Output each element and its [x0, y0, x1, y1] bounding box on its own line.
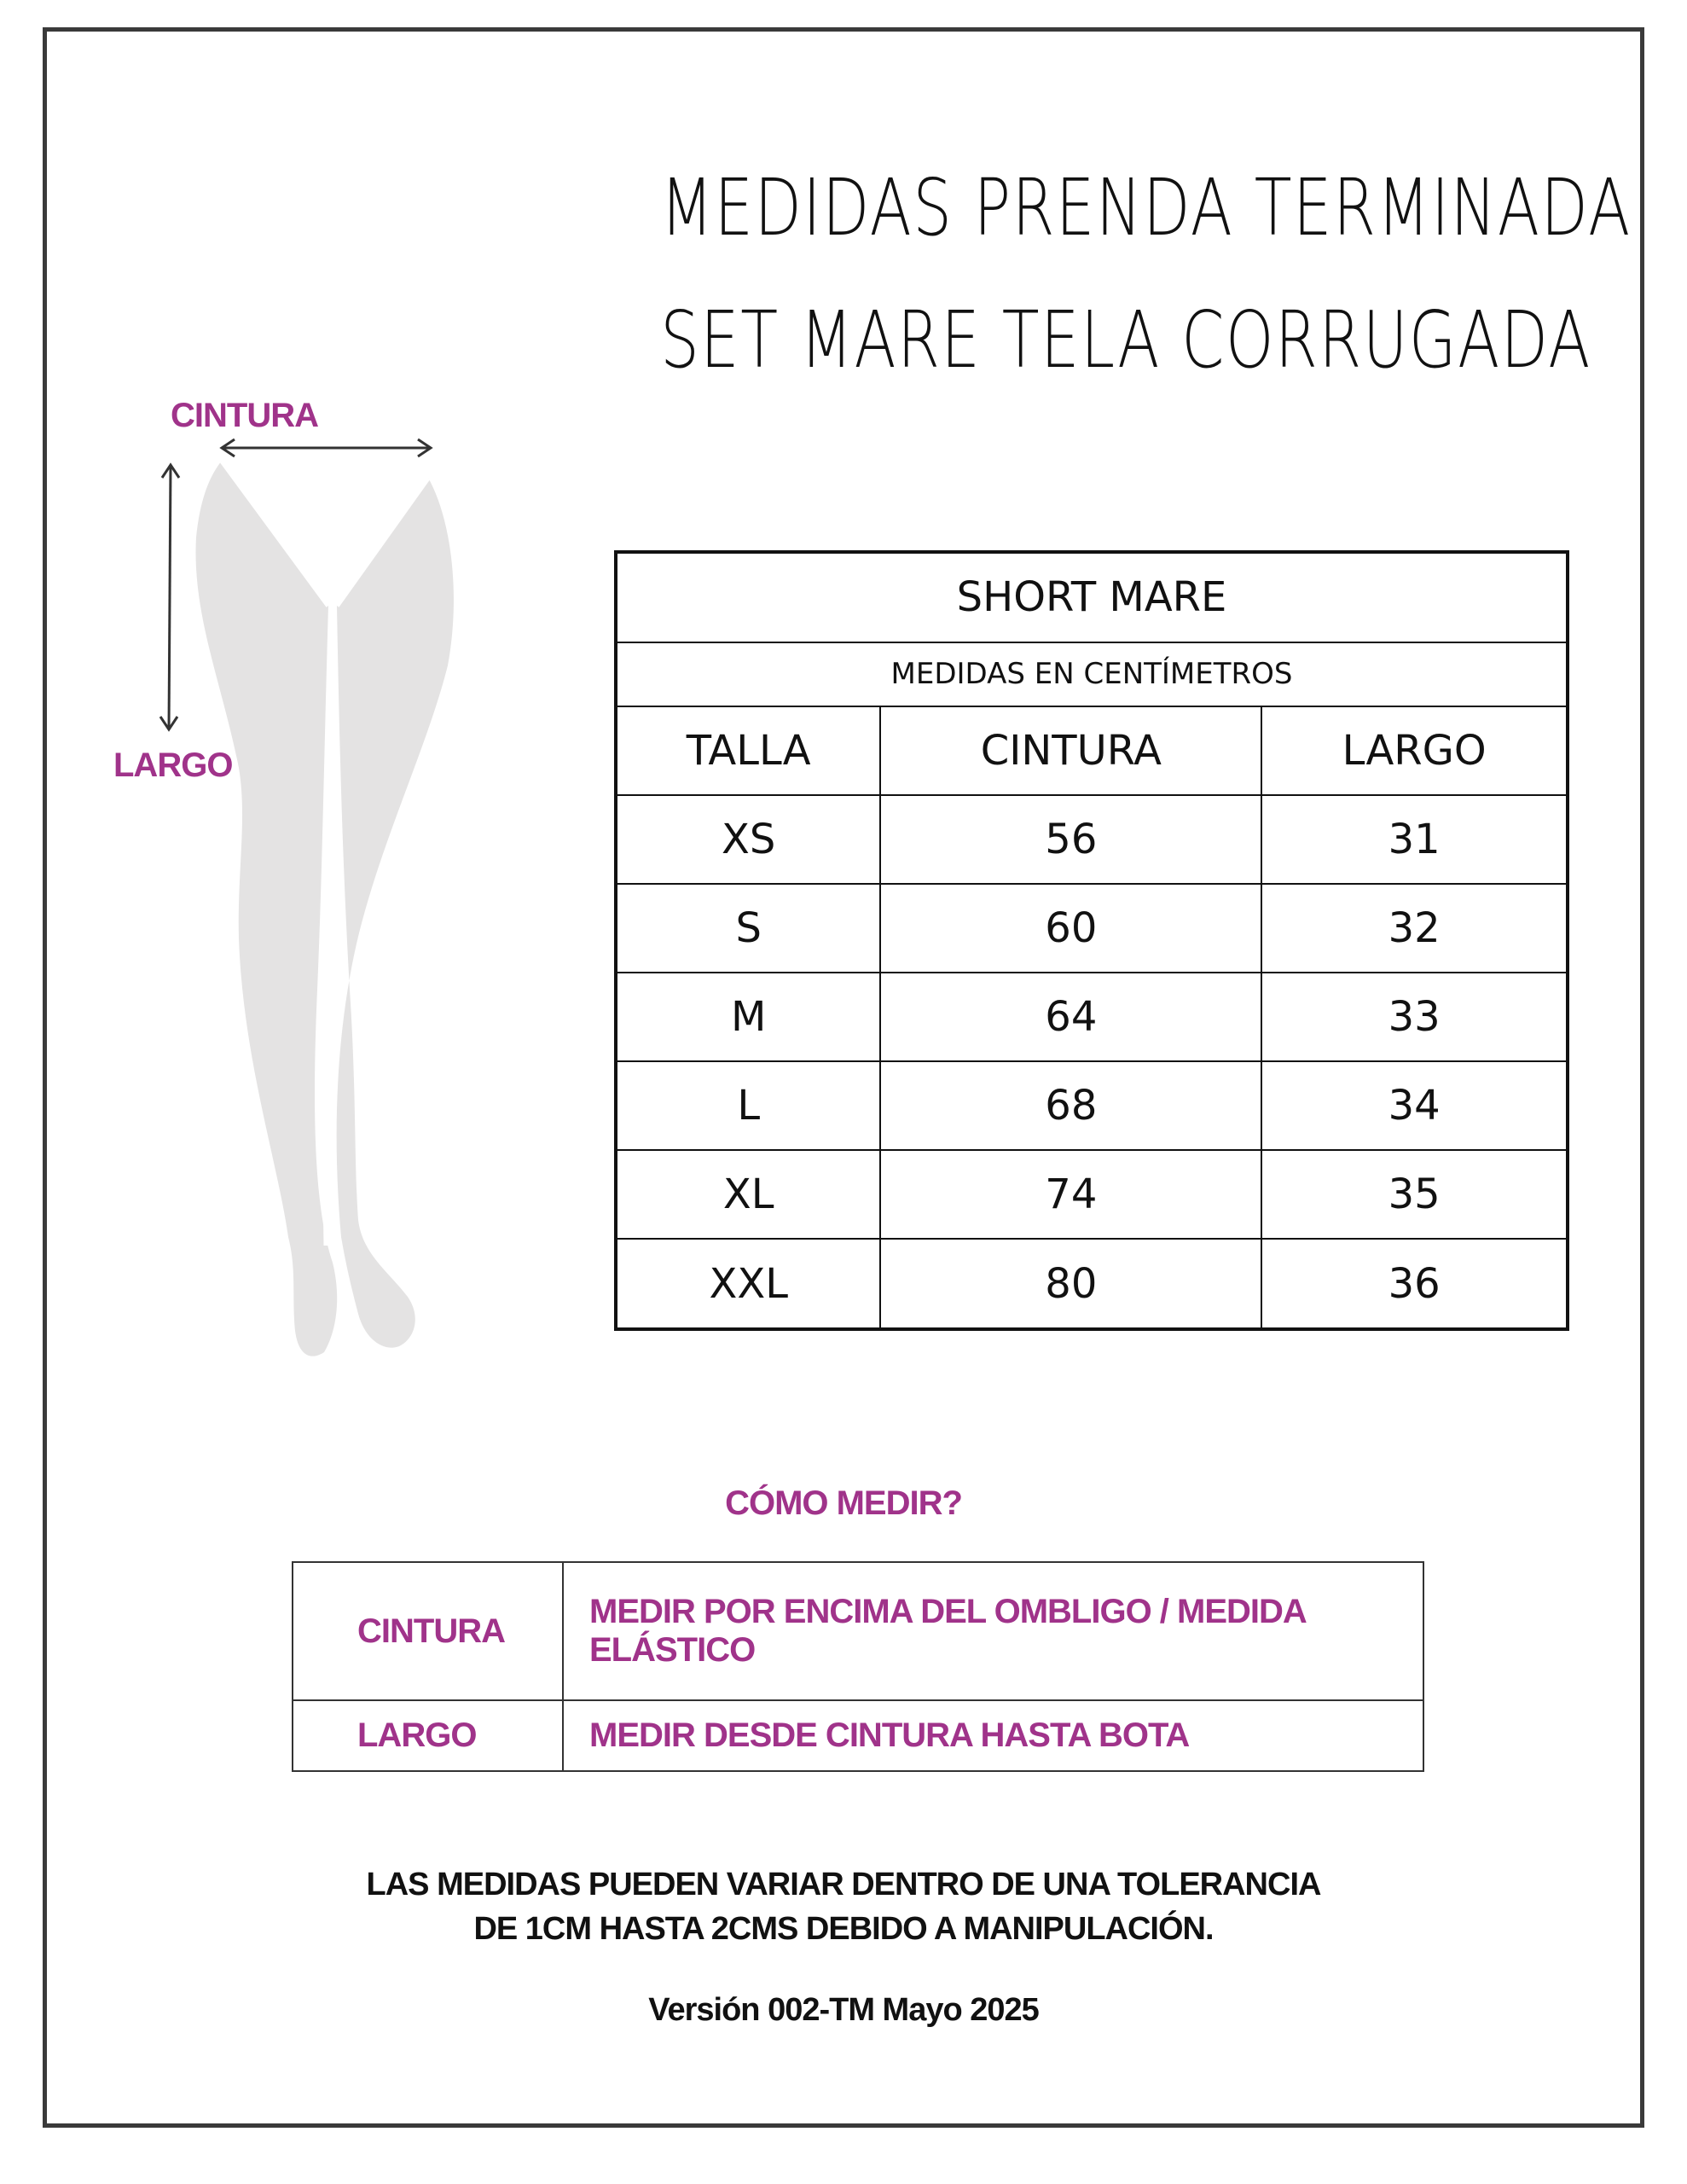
left-leg-shape — [196, 461, 338, 1356]
column-header: LARGO — [1261, 706, 1568, 795]
largo-cell: 31 — [1261, 795, 1568, 884]
table-row — [616, 884, 1568, 973]
table-product-row — [616, 552, 1568, 642]
version-label: Versión 002-TM Mayo 2025 — [648, 1992, 1039, 2028]
size-table — [614, 550, 1569, 1331]
how-to-instruction: MEDIR DESDE CINTURA HASTA BOTA — [563, 1700, 1423, 1771]
size-cell: M — [616, 973, 880, 1061]
units-label: MEDIDAS EN CENTÍMETROS — [616, 642, 1568, 706]
how-to-key: LARGO — [293, 1700, 563, 1771]
right-leg-shape — [337, 478, 454, 1348]
cintura-cell: 64 — [880, 973, 1261, 1061]
table-row — [616, 1061, 1568, 1150]
column-header: TALLA — [616, 706, 880, 795]
table-row — [616, 973, 1568, 1061]
length-arrow — [160, 465, 179, 729]
page-title-line2: SET MARE TELA CORRUGADA — [660, 294, 1591, 386]
how-to-row — [293, 1700, 1423, 1771]
table-row — [616, 1150, 1568, 1239]
cintura-cell: 74 — [880, 1150, 1261, 1239]
table-row — [616, 1239, 1568, 1329]
cintura-cell: 60 — [880, 884, 1261, 973]
largo-cell: 32 — [1261, 884, 1568, 973]
waist-arrow — [222, 439, 431, 456]
size-cell: L — [616, 1061, 880, 1150]
tolerance-note-line1: LAS MEDIDAS PUEDEN VARIAR DENTRO DE UNA TOLERANCIA — [366, 1867, 1321, 1902]
product-name: SHORT MARE — [616, 552, 1568, 642]
largo-cell: 34 — [1261, 1061, 1568, 1150]
size-cell: S — [616, 884, 880, 973]
cintura-cell: 68 — [880, 1061, 1261, 1150]
column-header: CINTURA — [880, 706, 1261, 795]
how-to-key: CINTURA — [293, 1562, 563, 1700]
size-cell: XS — [616, 795, 880, 884]
largo-cell: 35 — [1261, 1150, 1568, 1239]
how-to-heading: CÓMO MEDIR? — [725, 1484, 962, 1522]
how-to-instruction: MEDIR POR ENCIMA DEL OMBLIGO / MEDIDA ELÁSTICO — [563, 1562, 1423, 1700]
how-to-table — [292, 1561, 1424, 1772]
size-cell: XL — [616, 1150, 880, 1239]
legs-figure-illustration — [94, 392, 520, 1416]
largo-cell: 36 — [1261, 1239, 1568, 1329]
tolerance-note-line2: DE 1CM HASTA 2CMS DEBIDO A MANIPULACIÓN. — [473, 1911, 1214, 1947]
cintura-cell: 56 — [880, 795, 1261, 884]
figure-cintura-label: CINTURA — [171, 397, 318, 434]
table-units-row — [616, 642, 1568, 706]
table-header-row — [616, 706, 1568, 795]
how-to-row — [293, 1562, 1423, 1700]
page-title-line1: MEDIDAS PRENDA TERMINADA — [660, 162, 1632, 253]
cintura-cell: 80 — [880, 1239, 1261, 1329]
figure-largo-label: LARGO — [113, 746, 233, 784]
table-row — [616, 795, 1568, 884]
largo-cell: 33 — [1261, 973, 1568, 1061]
size-cell: XXL — [616, 1239, 880, 1329]
